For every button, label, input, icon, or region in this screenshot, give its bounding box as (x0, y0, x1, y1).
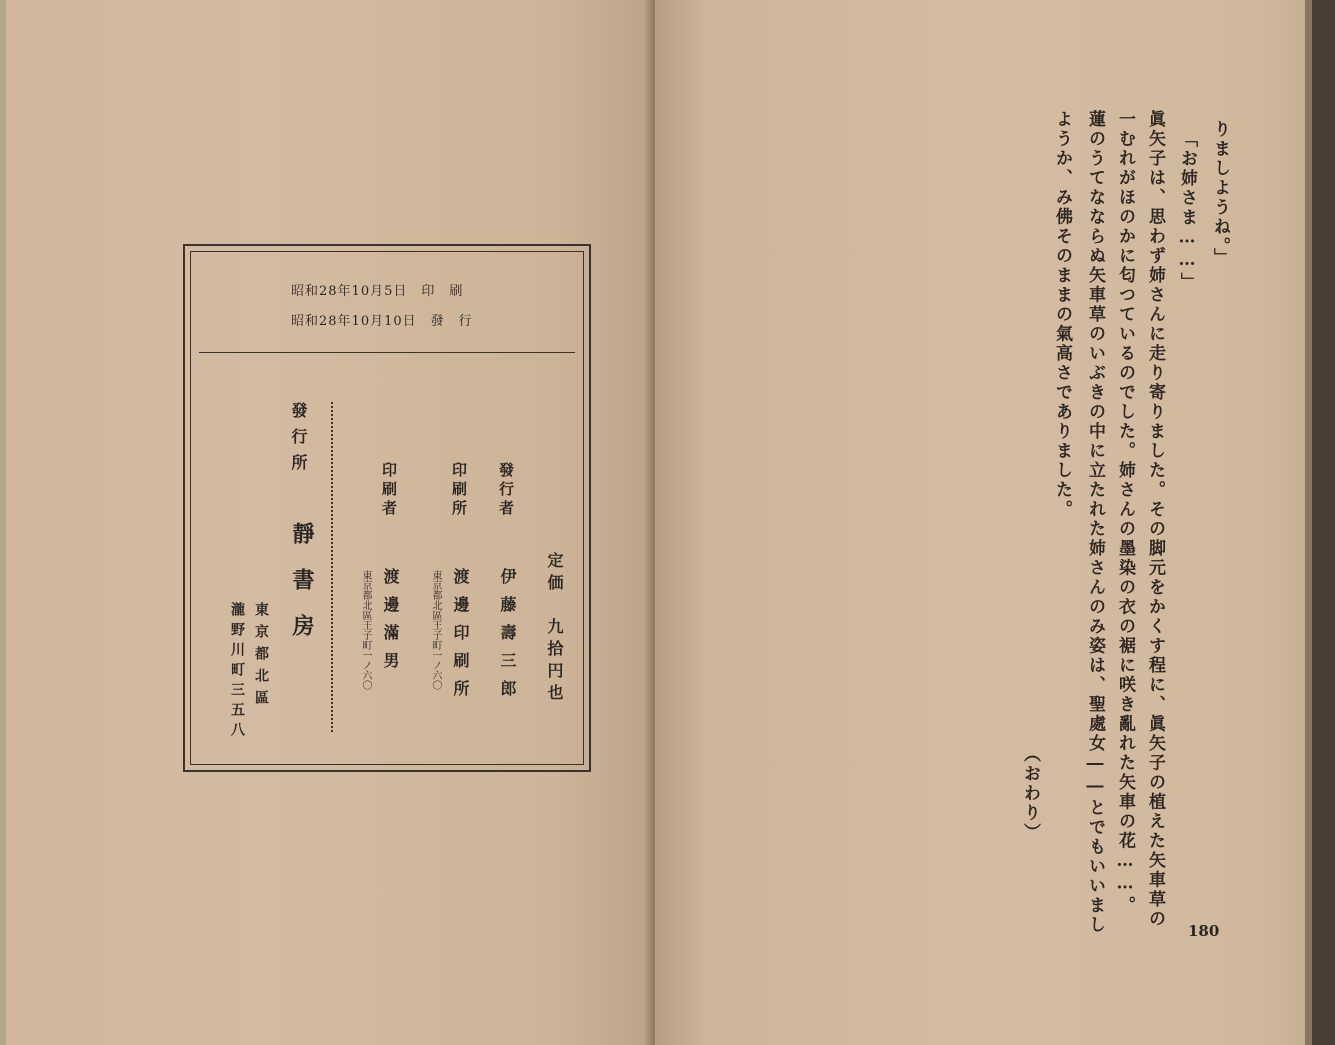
printing-office-address: 東京都北區王子町一ノ六〇 (430, 570, 441, 690)
printing-office-label: 印刷所 (450, 462, 468, 519)
left-page (0, 0, 655, 1045)
publish-date: 昭和28年10月10日 發 行 (291, 314, 473, 329)
story-line: りましようね。」 (1210, 120, 1230, 268)
issuing-office-name: 靜書房 (289, 522, 315, 660)
story-line: 「お姉さま……」 (1177, 130, 1197, 292)
publisher-label: 發行者 (497, 462, 515, 519)
issuing-office-address-2: 瀧野川町三五八 (229, 602, 245, 742)
printer-name: 渡邊滿男 (381, 568, 400, 680)
story-line: 一むれがほのかに匂つているのでした。姉さんの墨染の衣の裾に咲き亂れた矢車の花……。 (1115, 110, 1135, 916)
print-date: 昭和28年10月5日 印 刷 (291, 284, 464, 299)
story-line: 蓮のうてなならぬ矢車草のいぶきの中に立たれた姉さんのみ姿は、聖處女――とでもいいまし (1085, 110, 1105, 935)
issuing-office-label: 發行所 (289, 402, 308, 480)
printer-address: 東京都北區王子町一ノ六〇 (360, 570, 371, 690)
colophon-inner-frame (190, 251, 584, 765)
colophon-box (183, 244, 591, 772)
price: 定価 九拾円也 (545, 552, 564, 706)
page-number: 180 (1188, 922, 1220, 940)
printing-office-name: 渡邊印刷所 (451, 568, 470, 708)
issuing-office-address-1: 東京都北區 (253, 602, 269, 712)
back-cover-edge (1312, 0, 1335, 1045)
colophon-divider (199, 352, 575, 353)
publisher-name: 伊藤壽三郎 (498, 568, 517, 708)
printer-label: 印刷者 (380, 462, 398, 519)
cover-edge (0, 0, 6, 1045)
story-ending: （おわり） (1020, 745, 1040, 843)
dotted-separator (331, 402, 333, 732)
story-line: 眞矢子は、思わず姉さんに走り寄りました。その脚元をかくす程に、眞矢子の植えた矢車草の (1145, 110, 1165, 929)
story-line: ようか、み佛そのままの氣高さでありました。 (1052, 110, 1072, 520)
